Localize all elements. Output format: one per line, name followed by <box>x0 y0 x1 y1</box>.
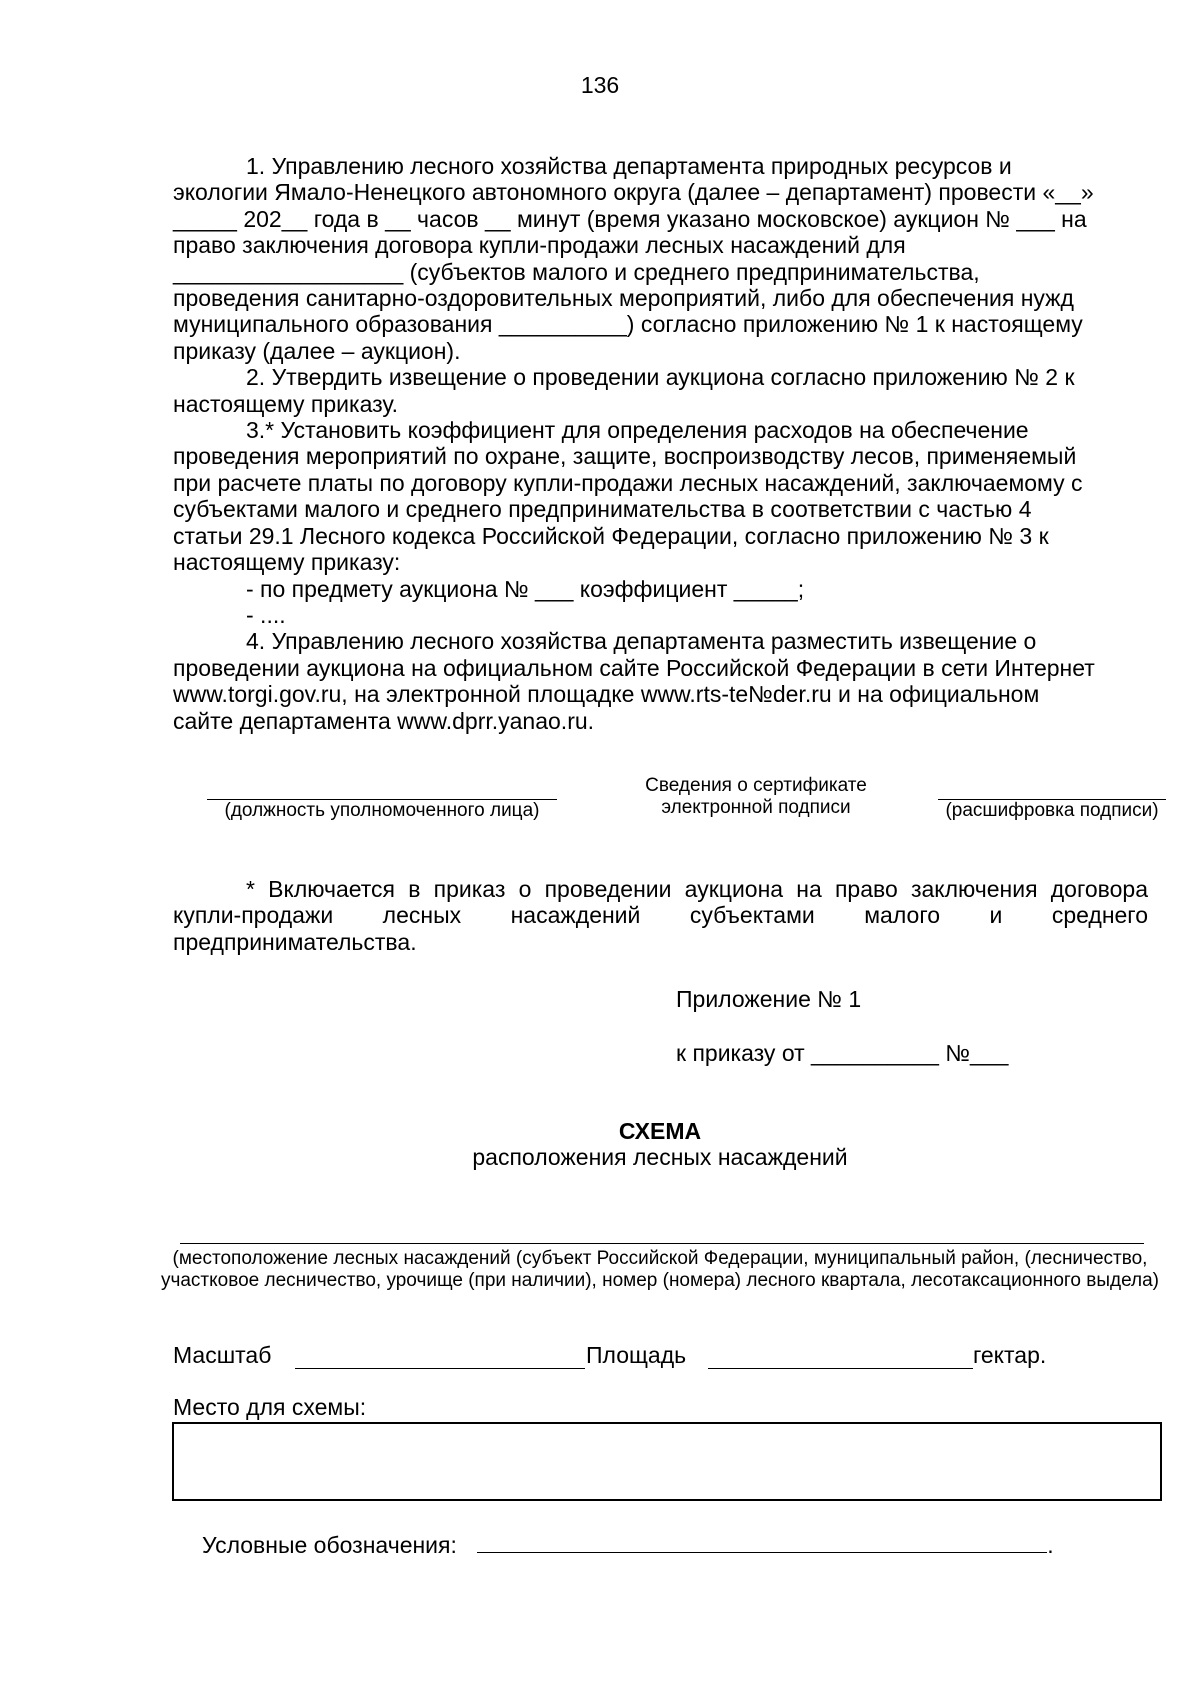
scheme-place-label: Место для схемы: <box>173 1394 367 1420</box>
signature-certificate-label: Сведения о сертификате электронной подписи <box>645 775 867 818</box>
footnote <box>173 876 1148 955</box>
footnote-line3: предпринимательства. <box>173 928 417 955</box>
scale-label: Масштаб <box>173 1342 272 1368</box>
location-underline <box>180 1243 1144 1244</box>
legend-field-line <box>477 1530 1047 1553</box>
area-unit: гектар. <box>973 1342 1047 1368</box>
order-body <box>173 153 1148 734</box>
p1-line6: проведения санитарно-оздоровительных мероприятий, либо для обеспечения нужд <box>173 285 1074 312</box>
scheme-heading: СХЕМА <box>618 1118 702 1144</box>
p3-line4: субъектами малого и среднего предпринимательства в соответствии с частью 4 <box>173 496 1032 523</box>
p4-line3: www.torgi.gov.ru, на электронной площадке www.rts-te№der.ru и на официальном <box>173 681 1040 708</box>
p1-line2: экологии Ямало-Ненецкого автономного округа (далее – департамент) провести «__» <box>173 179 1094 206</box>
p3-line3: при расчете платы по договору купли-продажи лесных насаждений, заключаемому с <box>173 469 1083 496</box>
p4-line2: проведении аукциона на официальном сайте Российской Федерации в сети Интернет <box>173 654 1095 681</box>
p4-line4: сайте департамента www.dprr.yanao.ru. <box>173 707 595 734</box>
scale-field-line <box>295 1368 585 1369</box>
p1-line5: __________________ (субъектов малого и среднего предпринимательства, <box>173 258 980 285</box>
signature-decryption-line <box>938 773 1166 800</box>
signature-decryption <box>938 773 1166 822</box>
signature-decryption-label: (расшифровка подписи) <box>945 800 1159 821</box>
signature-position-label: (должность уполномоченного лица) <box>224 800 540 821</box>
appendix-title: Приложение № 1 <box>676 986 862 1012</box>
p3-item2: - .... <box>246 601 286 628</box>
footnote-line2: купли-продажи лесных насаждений субъектами малого и среднего <box>173 902 1148 929</box>
p3-line1: 3.* Установить коэффициент для определения расходов на обеспечение <box>246 417 1029 444</box>
p3-line5: статьи 29.1 Лесного кодекса Российской Федерации, согласно приложению № 3 к <box>173 522 1049 549</box>
p4-line1: 4. Управлению лесного хозяйства департамента разместить извещение о <box>246 628 1037 655</box>
signature-position <box>207 773 557 822</box>
legend-label: Условные обозначения: <box>202 1532 457 1558</box>
p3-line6: настоящему приказу: <box>173 549 401 576</box>
location-caption: (местоположение лесных насаждений (субъект Российской Федерации, муниципальный район, (лесничество, участковое лесничество, урочище (при наличии), номер (номера) лесного квартала, лесотаксационного выдела) <box>160 1248 1160 1291</box>
appendix-order-ref: к приказу от __________ №___ <box>676 1040 1009 1066</box>
p1-line3: _____ 202__ года в __ часов __ минут (время указано московское) аукцион № ___ на <box>173 205 1087 232</box>
p1-line4: право заключения договора купли-продажи лесных насаждений для <box>173 232 906 259</box>
legend-row <box>202 1530 1054 1559</box>
p3-item1: - по предмету аукциона № ___ коэффициент _____; <box>246 575 805 602</box>
p2-line1: 2. Утвердить извещение о проведении аукциона согласно приложению № 2 к <box>246 364 1075 391</box>
scheme-drawing-area <box>172 1422 1162 1501</box>
p3-line2: проведения мероприятий по охране, защите, воспроизводству лесов, применяемый <box>173 443 1077 470</box>
page-number: 136 <box>580 72 620 98</box>
area-field-line <box>708 1368 973 1369</box>
footnote-line1: * Включается в приказ о проведении аукциона на право заключения договора <box>246 876 1148 902</box>
area-label: Площадь <box>586 1342 687 1368</box>
p2-line2: настоящему приказу. <box>173 390 399 417</box>
scheme-subheading: расположения лесных насаждений <box>472 1144 848 1170</box>
p1-line8: приказу (далее – аукцион). <box>173 337 461 364</box>
legend-end: . <box>1047 1532 1054 1558</box>
p1-line7: муниципального образования __________) согласно приложению № 1 к настоящему <box>173 311 1083 338</box>
signature-position-line <box>207 773 557 800</box>
p1-line1: 1. Управлению лесного хозяйства департамента природных ресурсов и <box>246 153 1012 179</box>
